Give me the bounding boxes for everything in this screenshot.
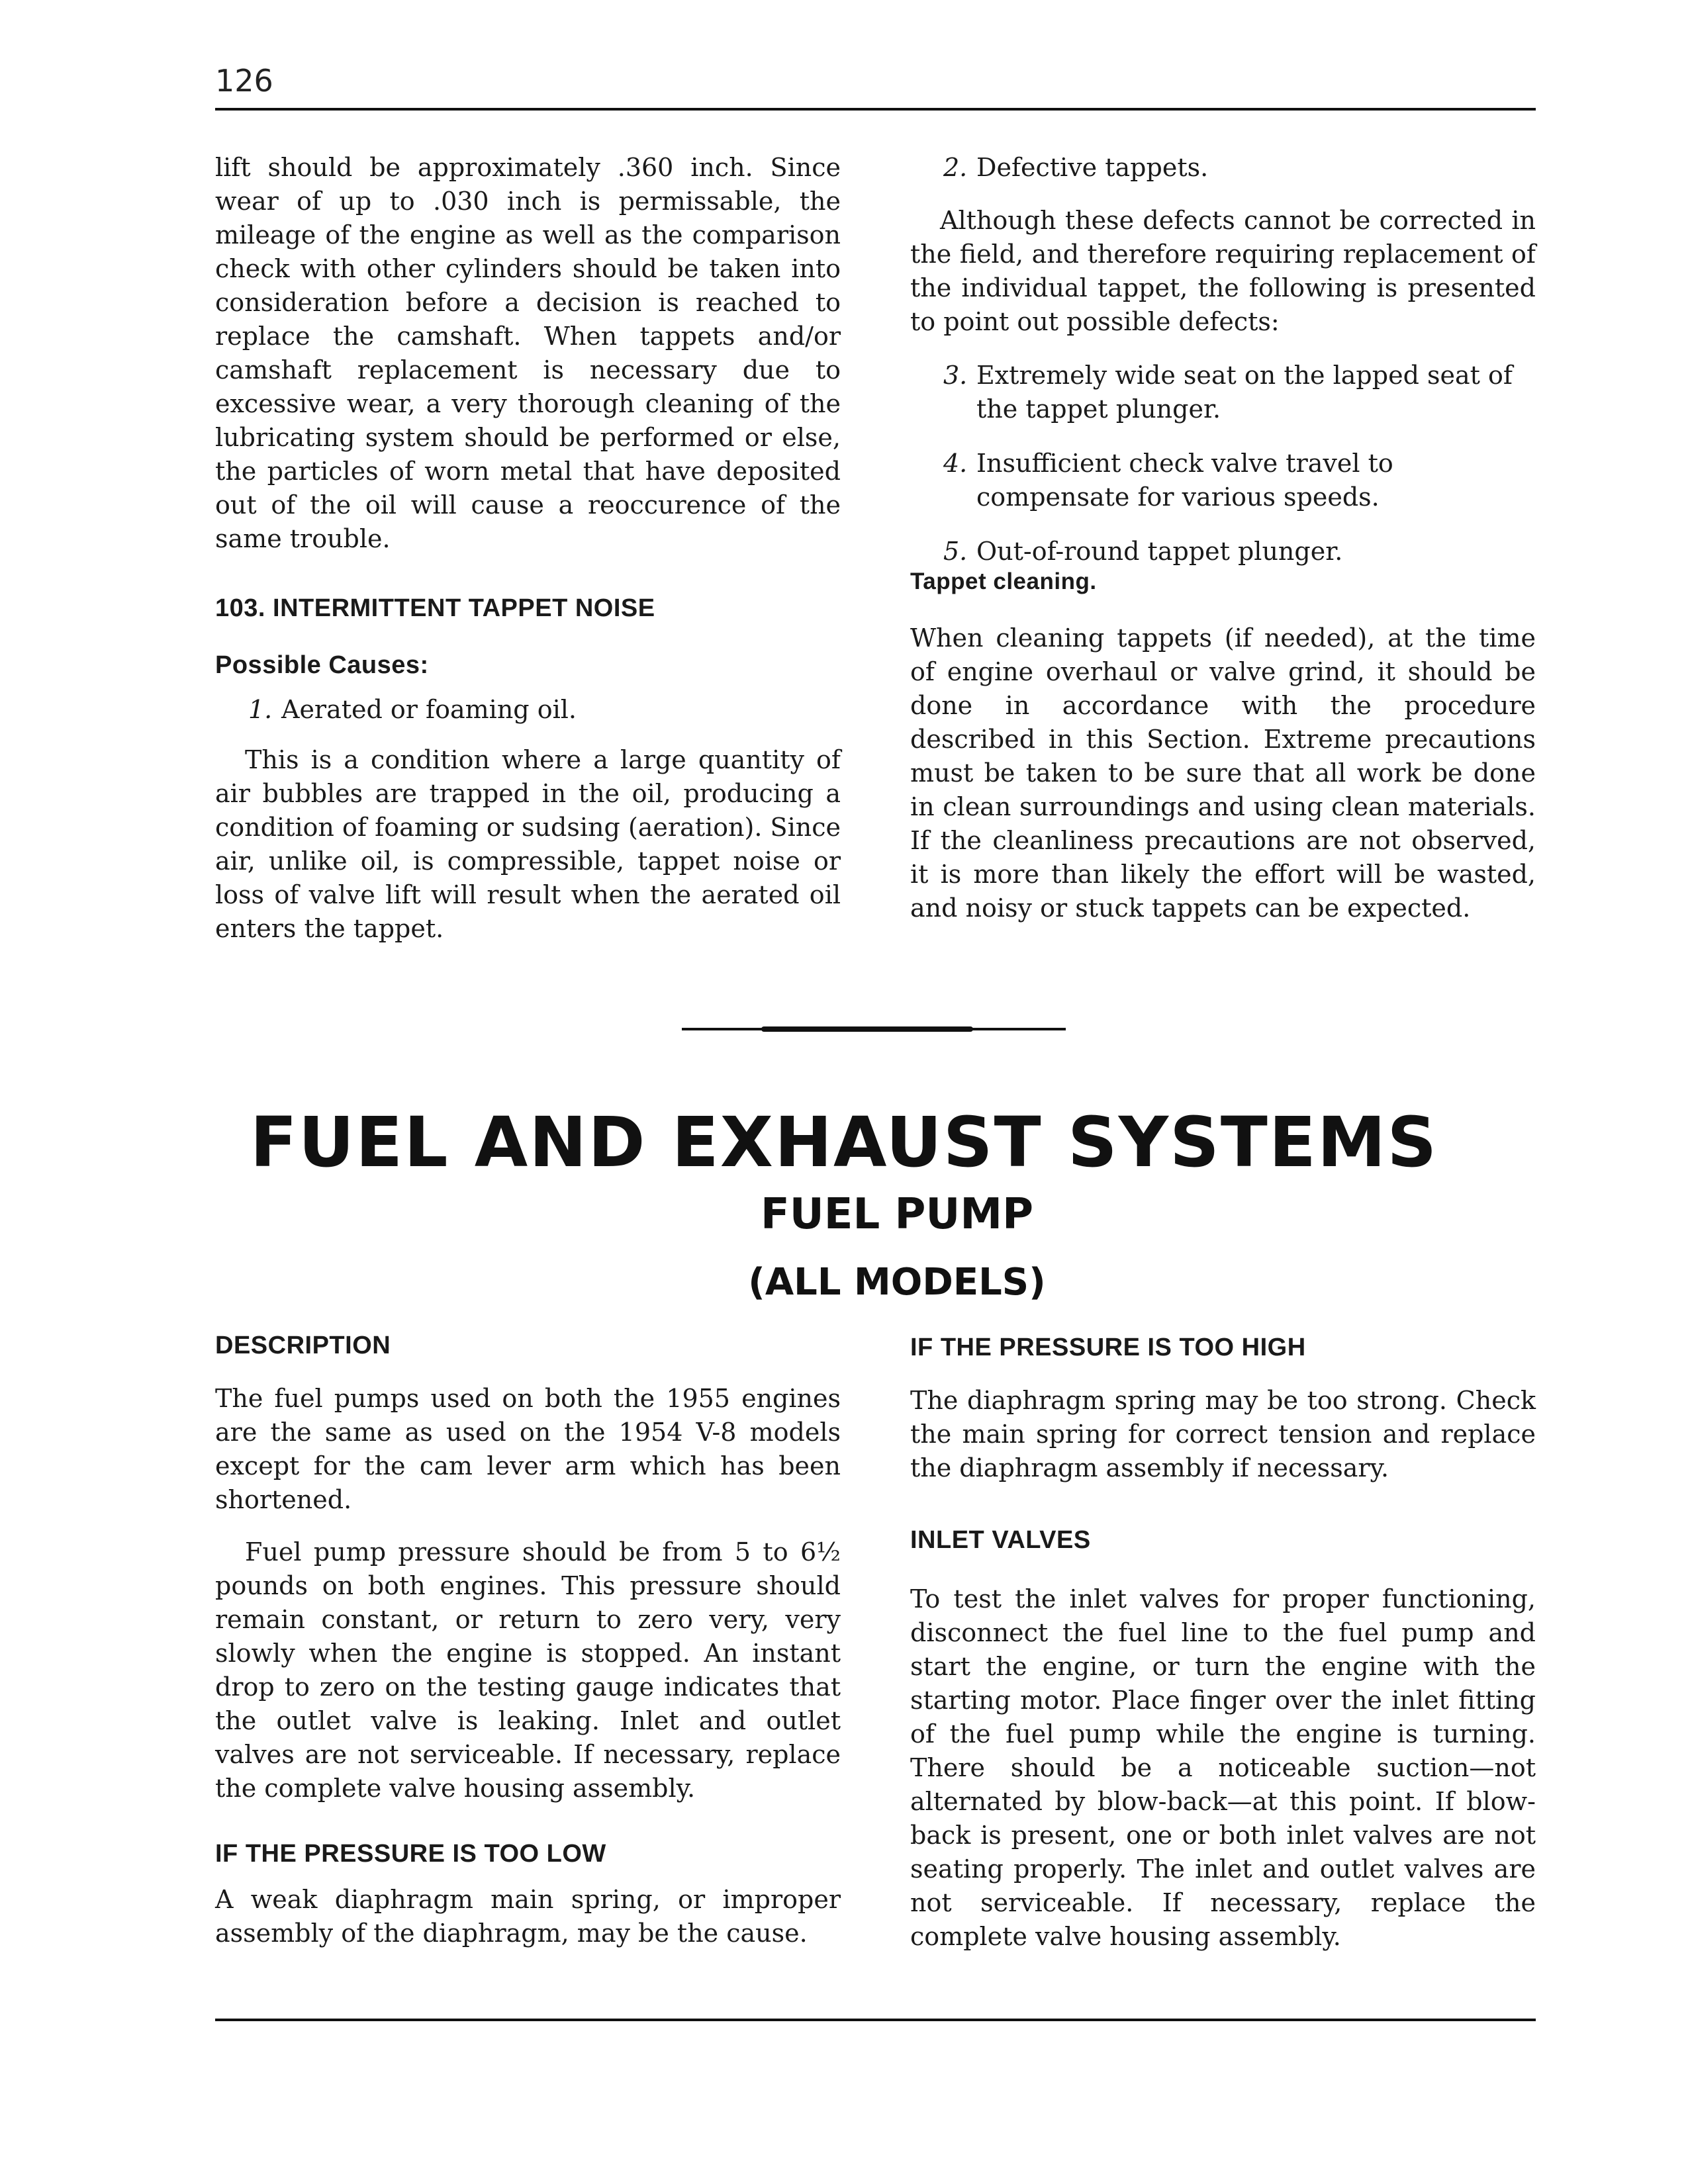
bottom-left-column — [215, 1332, 841, 1950]
cause-item-5-number: 5. — [943, 537, 968, 566]
pressure-too-high-heading: IF THE PRESSURE IS TOO HIGH — [910, 1334, 1306, 1361]
cause-item-4-text: Insufficient check valve travel to compensate for various speeds. — [976, 449, 1393, 512]
cause-item-1-number: 1. — [248, 695, 273, 724]
models-subtitle: (ALL MODELS) — [748, 1261, 1046, 1304]
pressure-too-low-heading: IF THE PRESSURE IS TOO LOW — [215, 1840, 606, 1868]
top-left-column — [215, 151, 841, 946]
pressure-too-low-paragraph: A weak diaphragm main spring, or improper assembly of the diaphragm, may be the cause. — [215, 1885, 841, 1948]
cause-item-3 — [910, 359, 1536, 426]
description-paragraph: The fuel pumps used on both the 1955 engines are the same as used on the 1954 V-8 models except for the cam lever arm which has been shortened. — [215, 1384, 841, 1514]
cause-item-2 — [910, 151, 1536, 185]
chapter-title: FUEL AND EXHAUST SYSTEMS — [250, 1102, 1438, 1183]
cause-item-3-number: 3. — [943, 361, 968, 390]
possible-causes-heading: Possible Causes: — [215, 651, 429, 679]
cause-item-2-number: 2. — [943, 153, 968, 182]
footer-rule — [215, 2019, 1536, 2021]
cause-item-4-number: 4. — [943, 449, 968, 478]
defects-paragraph: Although these defects cannot be corrected in the field, and therefore requiring replacement of the individual tappet, the following is presented to point out possible defects: — [910, 206, 1536, 336]
header-rule — [215, 108, 1536, 111]
cause-item-5-text: Out-of-round tappet plunger. — [976, 537, 1343, 566]
aeration-paragraph: This is a condition where a large quantity of air bubbles are trapped in the oil, producing a condition of foaming or sudsing (aeration). Since air, unlike oil, is compressible, tappet noise or loss of valve lift will result when the aerated oil enters the tappet. — [215, 745, 841, 943]
tappet-cleaning-heading: Tappet cleaning. — [910, 569, 1097, 594]
description-heading: DESCRIPTION — [215, 1332, 391, 1359]
cause-item-2-text: Defective tappets. — [976, 153, 1209, 182]
cause-item-1-text: Aerated or foaming oil. — [281, 695, 577, 724]
inlet-valves-paragraph: To test the inlet valves for proper functioning, disconnect the fuel line to the fuel pump and start the engine, or turn the engine with the starting motor. Place finger over the inlet fitting of the fuel pump while the engine is turning. There should be a noticeable suction—not alternated by blow-back—at this point. If blow-back is present, one or both inlet valves are not seating properly. The inlet and outlet valves are not serviceable. If necessary, replace the complete valve housing assembly. — [910, 1584, 1536, 1951]
page-number: 126 — [215, 63, 273, 99]
pressure-paragraph: Fuel pump pressure should be from 5 to 6½ pounds on both engines. This pressure should remain constant, or return to zero very, very slowly when the engine is stopped. An instant drop to zero on the testing gauge indicates that the outlet valve is leaking. Inlet and outlet valves are not serviceable. If necessary, replace the complete valve housing assembly. — [215, 1537, 841, 1803]
section-divider-accent — [761, 1026, 973, 1032]
cause-item-4 — [910, 447, 1536, 514]
section-title: FUEL PUMP — [761, 1190, 1033, 1239]
bottom-right-column — [910, 1334, 1536, 1954]
cause-item-5 — [910, 535, 1536, 569]
inlet-valves-heading: INLET VALVES — [910, 1526, 1091, 1554]
cause-item-3-text: Extremely wide seat on the lapped seat of the tappet plunger. — [976, 361, 1513, 424]
section-103-heading: 103. INTERMITTENT TAPPET NOISE — [215, 594, 655, 622]
cause-item-1 — [215, 693, 841, 727]
top-right-column — [910, 151, 1536, 925]
camshaft-paragraph: lift should be approximately .360 inch. Since wear of up to .030 inch is permissable, the mileage of the engine as well as the comparison check with other cylinders should be taken into consideration before a decision is reached to replace the camshaft. When tappets and/or camshaft replacement is necessary due to excessive wear, a very thorough cleaning of the lubricating system should be performed or else, the particles of worn metal that have deposited out of the oil will cause a reoccurence of the same trouble. — [215, 153, 841, 553]
tappet-cleaning-paragraph: When cleaning tappets (if needed), at the time of engine overhaul or valve grind, it should be done in accordance with the procedure described in this Section. Extreme precautions must be taken to be sure that all work be done in clean surroundings and using clean materials. If the cleanliness precautions are not observed, it is more than likely the effort will be wasted, and noisy or stuck tappets can be expected. — [910, 623, 1536, 923]
pressure-too-high-paragraph: The diaphragm spring may be too strong. Check the main spring for correct tension and replace the diaphragm assembly if necessary. — [910, 1386, 1536, 1482]
